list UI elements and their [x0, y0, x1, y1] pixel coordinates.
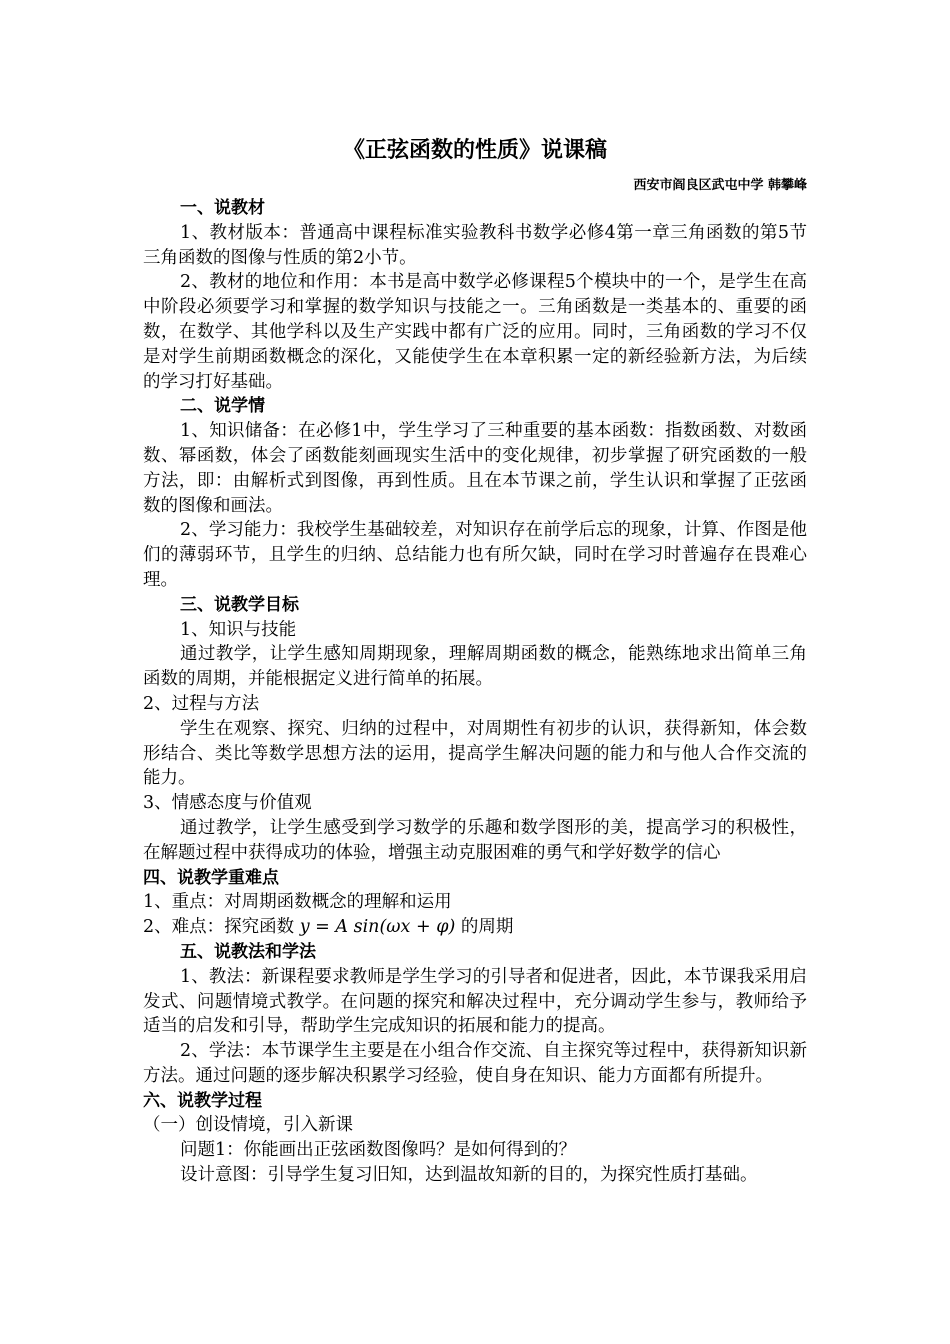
document-body — [143, 128, 807, 1188]
paragraph: 1、知识储备：在必修1中，学生学习了三种重要的基本函数：指数函数、对数函数、幂函数，体会了函数能刻画现实生活中的变化规律，初步掌握了研究函数的一般方法，即：由解析式到图像，再到性质。且在本节课之前，学生认识和掌握了正弦函数的图像和画法。 — [143, 421, 807, 516]
section-heading: 五、说教法和学法 — [180, 941, 316, 962]
paragraph: 2、教材的地位和作用：本书是高中数学必修课程5个模块中的一个，是学生在高中阶段必须要学习和掌握的数学知识与技能之一。三角函数是一类基本的、重要的函数，在数学、其他学科以及生产实践中都有广泛的应用。同时，三角函数的学习不仅是对学生前期函数概念的深化，又能使学生在本章积累一定的新经验新方法，为后续的学习打好基础。 — [143, 272, 807, 392]
paragraph: 学生在观察、探究、归纳的过程中，对周期性有初步的认识，获得新知，体会数形结合、类比等数学思想方法的运用，提高学生解决问题的能力和与他人合作交流的能力。 — [143, 718, 807, 789]
paragraph: 设计意图：引导学生复习旧知，达到温故知新的目的，为探究性质打基础。 — [180, 1165, 758, 1186]
section-heading: 六、说教学过程 — [143, 1090, 262, 1111]
difficulty-point — [143, 915, 807, 940]
section-heading: 三、说教学目标 — [180, 594, 299, 615]
key-point: 1、重点：对周期函数概念的理解和运用 — [143, 892, 452, 913]
doc-author: 西安市阎良区武屯中学 韩攀峰 — [633, 178, 807, 193]
paragraph: 2、学法：本节课学生主要是在小组合作交流、自主探究等过程中，获得新知识新方法。通过问题的逐步解决积累学习经验，使自身在知识、能力方面都有所提升。 — [143, 1041, 807, 1086]
difficulty-prefix: 2、难点：探究函数 — [143, 917, 295, 938]
subheading: 3、情感态度与价值观 — [143, 793, 312, 814]
subheading: （一）创设情境，引入新课 — [143, 1115, 353, 1136]
section-heading: 一、说教材 — [180, 198, 265, 218]
difficulty-suffix: 的周期 — [460, 917, 514, 938]
section-heading: 二、说学情 — [180, 396, 265, 417]
paragraph: 1、教法：新课程要求教师是学生学习的引导者和促进者，因此，本节课我采用启发式、问题情境式教学。在问题的探究和解决过程中，充分调动学生参与，教师给予适当的启发和引导，帮助学生完成知识的拓展和能力的提高。 — [143, 966, 807, 1037]
paragraph: 问题1：你能画出正弦函数图像吗？是如何得到的？ — [180, 1140, 577, 1161]
section-heading: 四、说教学重难点 — [143, 867, 279, 888]
formula: y = A sin(ωx + φ) — [299, 917, 456, 938]
doc-title: 《正弦函数的性质》说课稿 — [342, 138, 607, 163]
subheading: 2、过程与方法 — [143, 693, 260, 714]
paragraph: 通过教学，让学生感受到学习数学的乐趣和数学图形的美，提高学习的积极性，在解题过程中获得成功的体验，增强主动克服困难的勇气和学好数学的信心 — [143, 817, 807, 863]
paragraph: 2、学习能力：我校学生基础较差，对知识存在前学后忘的现象，计算、作图是他们的薄弱环节，且学生的归纳、总结能力也有所欠缺，同时在学习时普遍存在畏难心理。 — [143, 520, 807, 590]
paragraph: 通过教学，让学生感知周期现象，理解周期函数的概念，能熟练地求出简单三角函数的周期，并能根据定义进行简单的拓展。 — [143, 644, 807, 690]
paragraph: 1、教材版本：普通高中课程标准实验教科书数学必修4第一章三角函数的第5节三角函数的图像与性质的第2小节。 — [143, 222, 807, 268]
subheading: 1、知识与技能 — [180, 619, 297, 640]
